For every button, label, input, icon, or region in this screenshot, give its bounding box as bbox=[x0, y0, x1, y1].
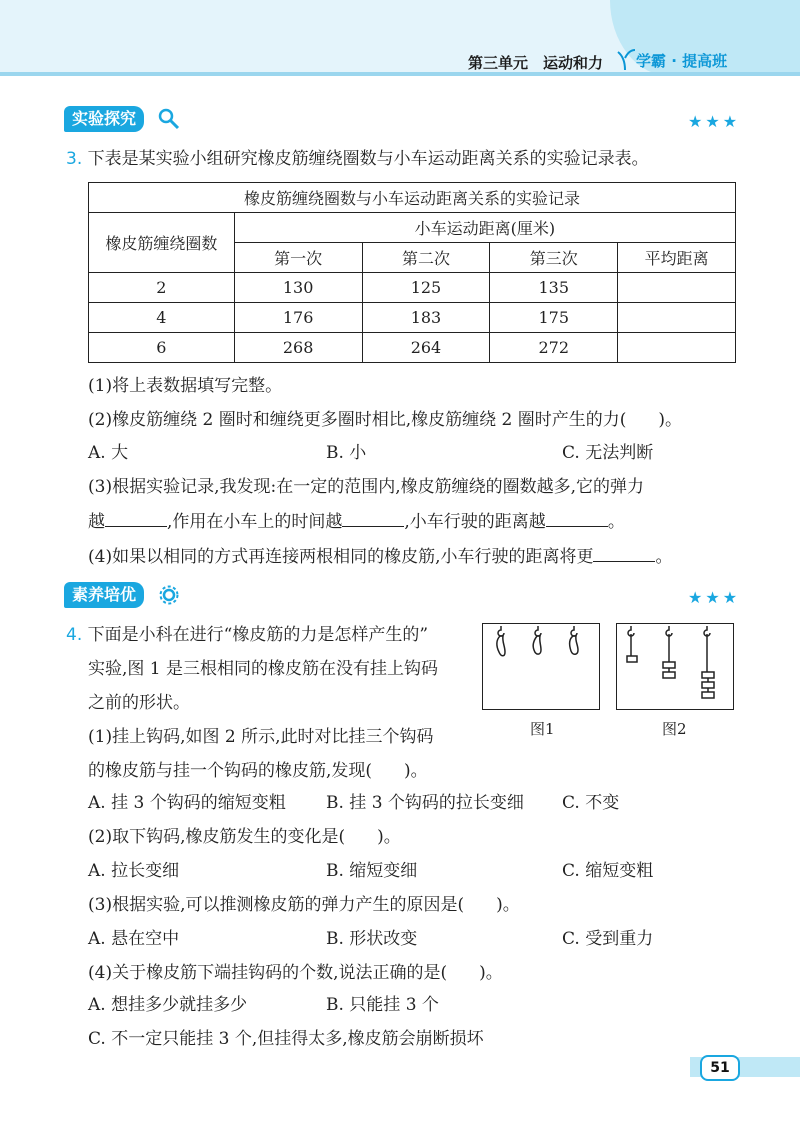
option-b[interactable]: B. 挂 3 个钩码的拉长变细 bbox=[326, 793, 524, 813]
option-a[interactable]: A. 挂 3 个钩码的缩短变粗 bbox=[88, 793, 286, 813]
question-4-line3: 之前的形状。 bbox=[88, 693, 190, 713]
question-4-line1: 4. 下面是小科在进行“橡皮筋的力是怎样产生的” bbox=[66, 625, 429, 645]
option-c[interactable]: C. 缩短变粗 bbox=[562, 861, 654, 881]
subq-1: (1)将上表数据填写完整。 bbox=[88, 376, 283, 396]
answer-blank[interactable] bbox=[105, 510, 167, 527]
answer-blank[interactable] bbox=[342, 510, 404, 527]
subq-4: (4)关于橡皮筋下端挂钩码的个数,说法正确的是( )。 bbox=[88, 963, 503, 983]
option-a[interactable]: A. 拉长变细 bbox=[88, 861, 180, 881]
answer-blank[interactable] bbox=[546, 510, 608, 527]
figure-2-caption: 图2 bbox=[662, 720, 687, 738]
record-table bbox=[88, 182, 736, 363]
page-number: 51 bbox=[700, 1055, 740, 1081]
subq-3: (3)根据实验,可以推测橡皮筋的弹力产生的原因是( )。 bbox=[88, 895, 520, 915]
difficulty-stars: ★★★ bbox=[688, 588, 741, 607]
header-stripe bbox=[0, 72, 800, 76]
section-tag-experiment: 实验探究 bbox=[64, 106, 144, 132]
question-text: 下表是某实验小组研究橡皮筋缠绕圈数与小车运动距离关系的实验记录表。 bbox=[87, 149, 649, 169]
col-header: 第二次 bbox=[362, 243, 490, 273]
question-3-stem bbox=[66, 148, 649, 170]
option-a[interactable]: A. 悬在空中 bbox=[88, 929, 180, 949]
option-a[interactable]: A. 大 bbox=[88, 443, 129, 463]
figure-1 bbox=[482, 623, 600, 710]
col-header: 平均距离 bbox=[618, 243, 736, 273]
table-row: 6 268 264 272 bbox=[89, 333, 736, 363]
col-header: 第一次 bbox=[234, 243, 362, 273]
group-header: 小车运动距离(厘米) bbox=[234, 213, 735, 243]
option-c[interactable]: C. 受到重力 bbox=[562, 929, 654, 949]
answer-cell[interactable] bbox=[618, 303, 736, 333]
option-b[interactable]: B. 形状改变 bbox=[326, 929, 418, 949]
answer-cell[interactable] bbox=[618, 273, 736, 303]
table-row: 4 176 183 175 bbox=[89, 303, 736, 333]
question-4-line2: 实验,图 1 是三根相同的橡皮筋在没有挂上钩码 bbox=[88, 659, 439, 679]
option-a[interactable]: A. 想挂多少就挂多少 bbox=[88, 995, 248, 1015]
figure-1-caption: 图1 bbox=[530, 720, 555, 738]
option-b[interactable]: B. 小 bbox=[326, 443, 367, 463]
option-c[interactable]: C. 不一定只能挂 3 个,但挂得太多,橡皮筋会崩断损坏 bbox=[88, 1029, 484, 1049]
subq-1-line2: 的橡皮筋与挂一个钩码的橡皮筋,发现( )。 bbox=[88, 761, 428, 781]
subq-2: (2)橡皮筋缠绕 2 圈时和缠绕更多圈时相比,橡皮筋缠绕 2 圈时产生的力( )。 bbox=[88, 410, 683, 430]
subq-2: (2)取下钩码,橡皮筋发生的变化是( )。 bbox=[88, 827, 401, 847]
table-caption: 橡皮筋缠绕圈数与小车运动距离关系的实验记录 bbox=[89, 183, 736, 213]
magnifier-icon bbox=[158, 108, 180, 130]
answer-blank[interactable] bbox=[593, 545, 655, 562]
difficulty-stars: ★★★ bbox=[688, 112, 741, 131]
option-b[interactable]: B. 缩短变细 bbox=[326, 861, 418, 881]
question-number: 4. bbox=[66, 625, 83, 645]
subq-3-line2: 越 ,作用在小车上的时间越 ,小车行驶的距离越 。 bbox=[88, 512, 625, 532]
section-tag-literacy: 素养培优 bbox=[64, 582, 144, 608]
brand-label: 学霸 · 提高班 bbox=[636, 52, 728, 70]
answer-cell[interactable] bbox=[618, 333, 736, 363]
row-header: 橡皮筋缠绕圈数 bbox=[89, 213, 235, 273]
subq-3-line1: (3)根据实验记录,我发现:在一定的范围内,橡皮筋缠绕的圈数越多,它的弹力 bbox=[88, 477, 645, 497]
sprout-icon bbox=[614, 44, 636, 72]
question-number: 3. bbox=[66, 149, 83, 169]
subq-1-line1: (1)挂上钩码,如图 2 所示,此时对比挂三个钩码 bbox=[88, 727, 434, 747]
gear-icon bbox=[158, 584, 180, 606]
subq-4: (4)如果以相同的方式再连接两根相同的橡皮筋,小车行驶的距离将更 。 bbox=[88, 547, 673, 567]
col-header: 第三次 bbox=[490, 243, 618, 273]
option-b[interactable]: B. 只能挂 3 个 bbox=[326, 995, 439, 1015]
unit-title: 第三单元 运动和力 bbox=[468, 54, 604, 72]
option-c[interactable]: C. 无法判断 bbox=[562, 443, 654, 463]
option-c[interactable]: C. 不变 bbox=[562, 793, 620, 813]
table-row: 2 130 125 135 bbox=[89, 273, 736, 303]
figure-2 bbox=[616, 623, 734, 710]
